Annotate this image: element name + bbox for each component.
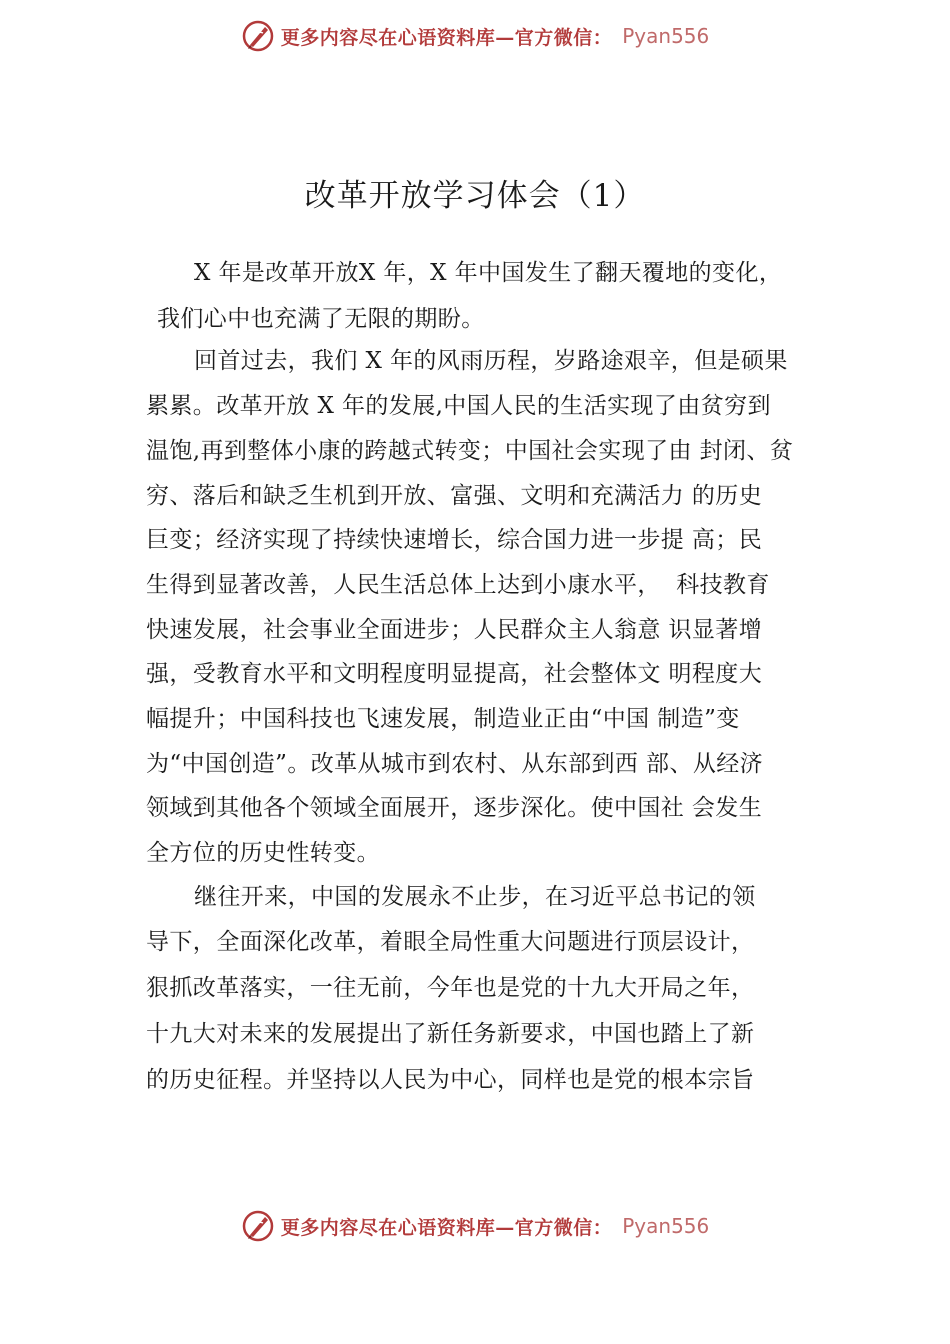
paragraph-line: X 年是改革开放X 年，X 年中国发生了翻天覆地的变化， <box>194 260 783 286</box>
wechat-id: Pyan556 <box>622 1214 710 1238</box>
quill-logo-icon <box>241 19 275 53</box>
paragraph-line: 生得到显著改善，人民生活总体上达到小康水平， 科技教育 <box>146 572 770 598</box>
paragraph-line: 全方位的历史性转变。 <box>146 840 380 866</box>
paragraph-line: 幅提升；中国科技也飞速发展，制造业正由“中国 制造”变 <box>146 706 740 732</box>
paragraph-line: 强，受教育水平和文明程度明显提高，社会整体文 明程度大 <box>146 661 763 687</box>
paragraph-line: 十九大对未来的发展提出了新任务新要求，中国也踏上了新 <box>146 1021 755 1047</box>
paragraph-line: 继往开来，中国的发展永不止步，在习近平总书记的领 <box>194 884 756 910</box>
footer-watermark-banner <box>0 1206 950 1246</box>
paragraph-line: 巨变；经济实现了持续快速增长，综合国力进一步提 高；民 <box>146 527 763 553</box>
paragraph-line: 温饱,再到整体小康的跨越式转变；中国社会实现了由 封闭、贫 <box>146 438 794 464</box>
paragraph-line: 领域到其他各个领域全面展开，逐步深化。使中国社 会发生 <box>146 795 763 821</box>
watermark-text: 更多内容尽在心语资料库—官方微信： <box>280 1216 613 1239</box>
watermark-text: 更多内容尽在心语资料库—官方微信： <box>280 26 613 49</box>
paragraph-line: 穷、落后和缺乏生机到开放、富强、文明和充满活力 的历史 <box>146 483 763 509</box>
paragraph-line: 累累。改革开放 X 年的发展,中国人民的生活实现了由贫穷到 <box>146 393 771 419</box>
document-title: 改革开放学习体会（1） <box>304 178 646 214</box>
paragraph-line: 的历史征程。并坚持以人民为中心，同样也是党的根本宗旨 <box>146 1067 755 1093</box>
paragraph-line: 为“中国创造”。改革从城市到农村、从东部到西 部、从经济 <box>146 751 764 777</box>
paragraph-line: 快速发展，社会事业全面进步；人民群众主人翁意 识显著增 <box>146 617 763 643</box>
paragraph-line: 狠抓改革落实，一往无前，今年也是党的十九大开局之年， <box>146 975 755 1001</box>
paragraph-line: 导下，全面深化改革，着眼全局性重大问题进行顶层设计， <box>146 929 755 955</box>
wechat-id: Pyan556 <box>622 24 710 48</box>
quill-logo-icon <box>241 1209 275 1243</box>
paragraph-line: 我们心中也充满了无限的期盼。 <box>157 306 485 332</box>
paragraph-line: 回首过去，我们 X 年的风雨历程，岁路途艰辛，但是硕果 <box>194 348 788 374</box>
header-watermark-banner <box>0 16 950 56</box>
